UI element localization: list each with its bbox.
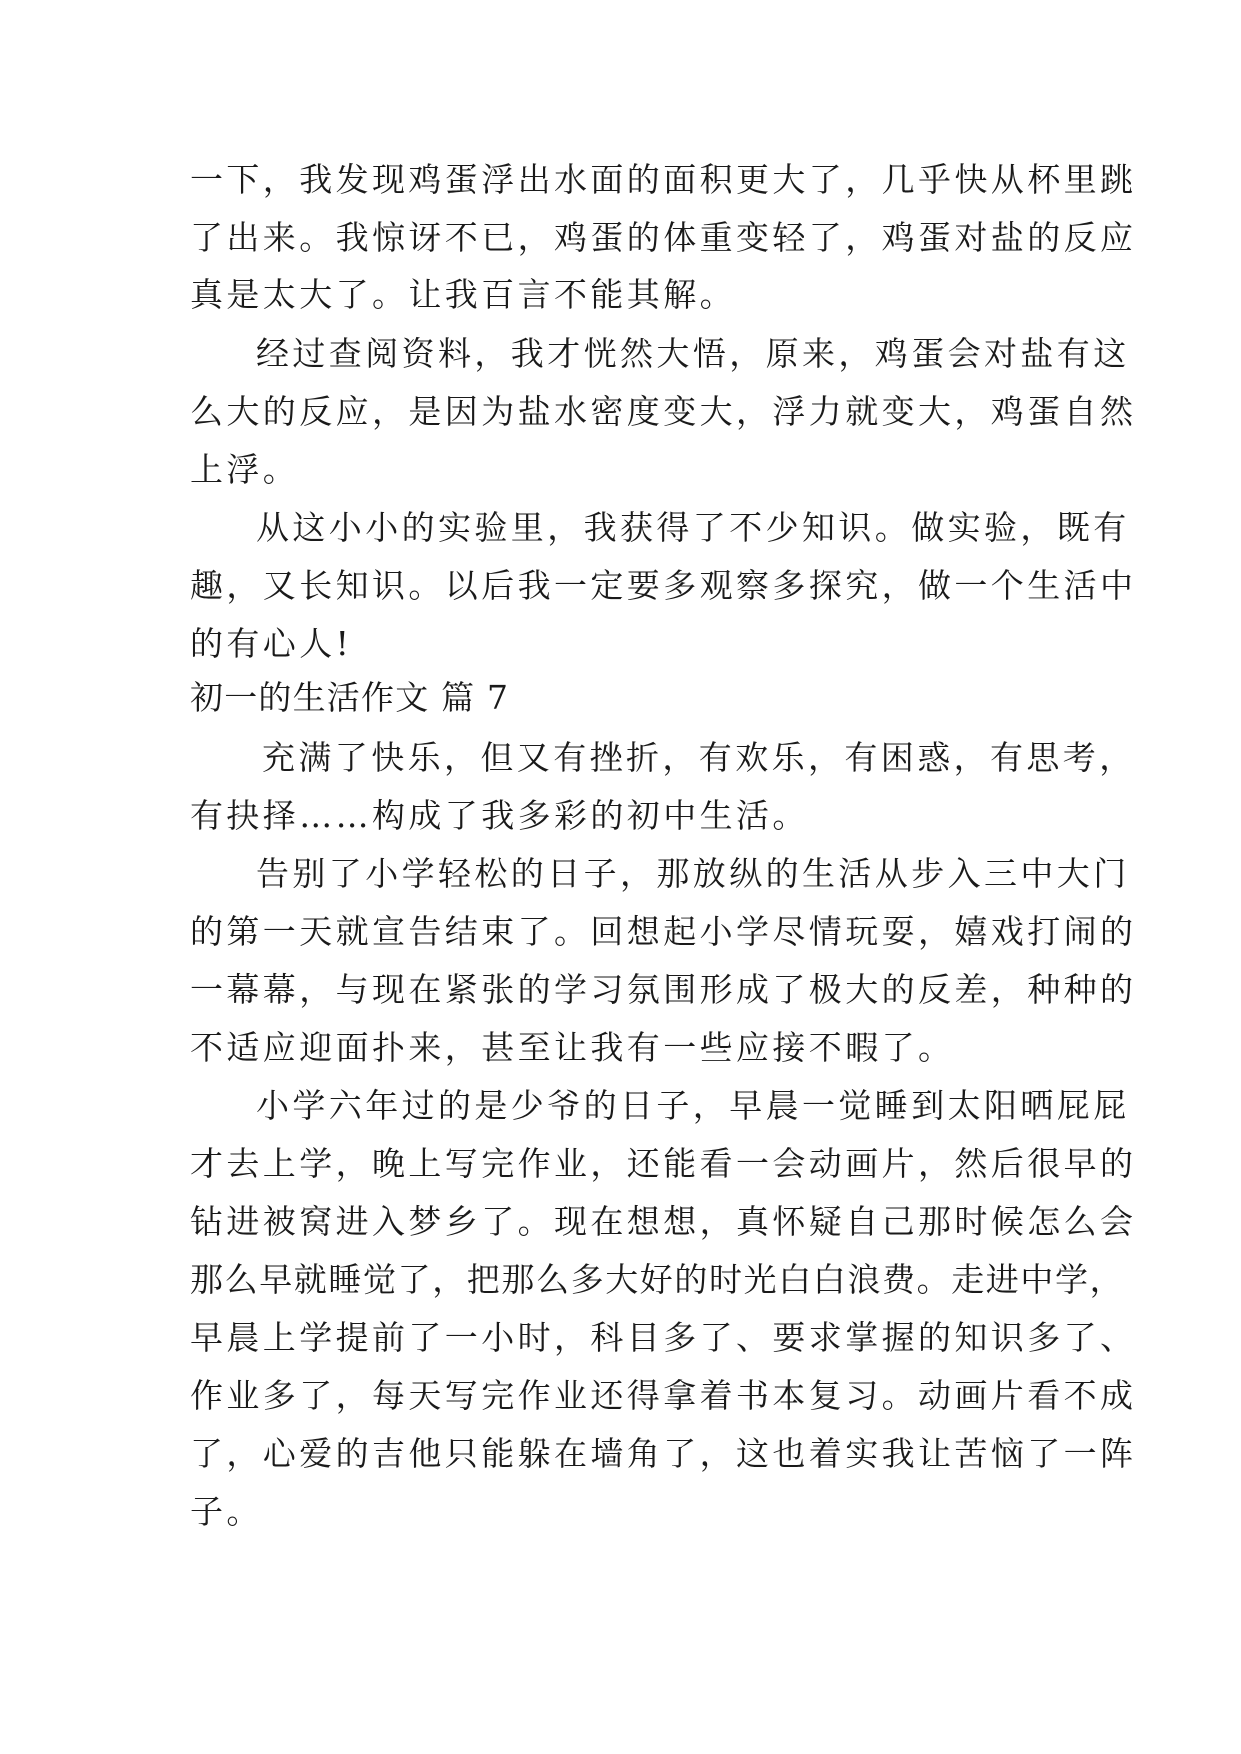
paragraph-line: 充满了快乐，但又有挫折，有欢乐，有困惑，有思考，	[262, 738, 1136, 777]
paragraph-line: 子。	[190, 1492, 263, 1531]
paragraph-line: 才去上学，晚上写完作业，还能看一会动画片，然后很早的	[190, 1144, 1137, 1183]
paragraph-line: 小学六年过的是少爷的日子，早晨一觉睡到太阳晒屁屁	[256, 1086, 1130, 1125]
paragraph-line: 经过查阅资料，我才恍然大悟，原来，鸡蛋会对盐有这	[256, 334, 1130, 373]
paragraph-line: 从这小小的实验里，我获得了不少知识。做实验，既有	[256, 508, 1130, 547]
paragraph-line: 么大的反应，是因为盐水密度变大，浮力就变大，鸡蛋自然	[190, 392, 1137, 431]
section-heading: 初一的生活作文 篇 7	[190, 678, 510, 717]
paragraph-line: 那么早就睡觉了，把那么多大好的时光白白浪费。走进中学，	[190, 1260, 1125, 1299]
paragraph-line: 钻进被窝进入梦乡了。现在想想，真怀疑自己那时候怎么会	[190, 1202, 1137, 1241]
paragraph-line: 趣，又长知识。以后我一定要多观察多探究，做一个生活中	[190, 566, 1137, 605]
paragraph-line: 一幕幕，与现在紧张的学习氛围形成了极大的反差，种种的	[190, 970, 1137, 1009]
paragraph-line: 上浮。	[190, 450, 300, 489]
paragraph-line: 不适应迎面扑来，甚至让我有一些应接不暇了。	[190, 1028, 955, 1067]
paragraph-line: 的第一天就宣告结束了。回想起小学尽情玩耍，嬉戏打闹的	[190, 912, 1137, 951]
paragraph-line: 的有心人!	[190, 624, 353, 663]
paragraph-line: 了，心爱的吉他只能躲在墙角了，这也着实我让苦恼了一阵	[190, 1434, 1137, 1473]
paragraph-line: 真是太大了。让我百言不能其解。	[190, 275, 736, 314]
paragraph-line: 有抉择……构成了我多彩的初中生活。	[190, 796, 809, 835]
paragraph-line: 告别了小学轻松的日子，那放纵的生活从步入三中大门	[256, 854, 1130, 893]
paragraph-line: 早晨上学提前了一小时，科目多了、要求掌握的知识多了、	[190, 1318, 1137, 1357]
paragraph-line: 一下，我发现鸡蛋浮出水面的面积更大了，几乎快从杯里跳	[190, 160, 1137, 199]
paragraph-line: 作业多了，每天写完作业还得拿着书本复习。动画片看不成	[190, 1376, 1137, 1415]
paragraph-line: 了出来。我惊讶不已，鸡蛋的体重变轻了，鸡蛋对盐的反应	[190, 218, 1137, 257]
